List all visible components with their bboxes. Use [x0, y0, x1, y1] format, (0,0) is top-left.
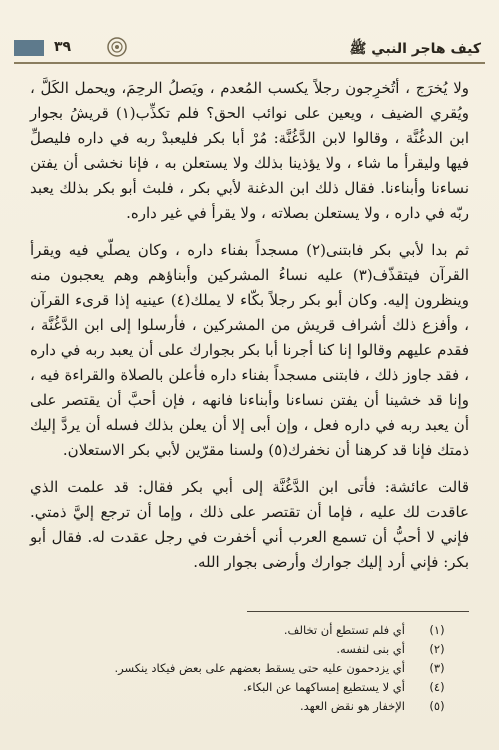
footnote-separator [247, 611, 469, 612]
paragraph: ثم بدا لأبي بكر فابتنى(٢) مسجداً بفناء داره ، وكان يصلّي فيه ويقرأ القرآن فيتقذّف(٣) عليه نساءُ المشركين وأبناؤهم وهم يعجبون منه وينظرون إليه. وكان أبو بكر رجلاً بكّاء لا يملك(٤) عينيه إذا قرىء القرآن ، وأفزع ذلك أشراف قريش من المشركين ، فأرسلوا إلى ابن الدَّغُنَّة ، فقدم عليهم وقالوا إنا كنا أجرنا أبا بكر بجوارك على أن يعبد ربه في داره ، فقد جاوز ذلك ، فابتنى مسجداً بفناء داره فأعلن بالصلاة والقراءة فيه ، وإنا قد خشينا أن يفتن نساءنا وأبناءنا فانهه ، فإن أحبَّ أن يقتصر على أن يعبد ربه في داره فعل ، وإن أبى إلا أن يعلن بذلك فسله أن يردَّ إليك ذمتك فإنا قد كرهنا أن نخفرك(٥) ولسنا مقرّين لأبي بكر الاستعلان. [30, 241, 469, 459]
paragraph: ولا يُخرَج ، أتُخرِجون رجلاً يكسب المُعدم ، ويَصلُ الرحِمَ، ويحمل الكَلَّ ، ويُقري الضيف ، ويعين على نوائب الحق؟ فلم تكذِّب(١) قريشُ بجوار ابن الدغُنَّة ، وقالوا لابن الدَّغُنَّة: مُرْ أبا بكر فليعبدْ ربه في داره فليصلِّ فيها وليقرأ ما شاء ، ولا يؤذينا بذلك ولا يستعلن به ، فإنا نخشى أن يفتن نساءنا وأبناءنا. فقال ذلك ابن الدغنة لأبي بكر ، فلبث أبو بكر بذلك يعبد ربّه في داره ، ولا يستعلن بصلاته ، ولا يقرأ في غير داره. [30, 79, 470, 222]
paragraph: قالت عائشة: فأتى ابن الدَّغُنَّة إلى أبي بكر فقال: قد علمت الذي عاقدت لك عليه ، فإما أن تقتصر على ذلك ، وإما أن ترجع إليَّ ذمتي. فإني لا أحبُّ أن تسمع العرب أني أخفرت في رجل عقدت له. فقال أبو بكر: فإني أرد إليك جوارك وأرضى بجوار الله. [30, 478, 469, 571]
footnote-number: (١) [429, 623, 445, 637]
page-number-box [14, 36, 144, 58]
footnote-number: (٢) [429, 642, 445, 656]
running-header [14, 34, 485, 64]
book-title: كيف هاجر النبي ﷺ [349, 41, 481, 57]
main-text [30, 76, 469, 587]
footnotes [30, 621, 469, 716]
footnote-number: (٣) [429, 661, 445, 675]
footnote [30, 640, 469, 659]
page-number: ٣٩ [54, 39, 72, 55]
footnote-text: الإخفار هو نقض العهد. [299, 699, 405, 713]
footnote-text: أي بنى لنفسه. [336, 642, 405, 656]
footnote [30, 621, 469, 640]
footnote-text: أي فلم تستطع أن تخالف. [283, 623, 405, 637]
header-rule [14, 62, 485, 64]
page-tab [14, 40, 44, 56]
footnote [30, 659, 469, 678]
footnote-number: (٥) [429, 699, 445, 713]
rosette-ornament-icon [106, 36, 128, 58]
footnote [30, 678, 469, 697]
footnote-text: أي لا يستطيع إمساكهما عن البكاء. [243, 680, 405, 694]
footnote-text: أي يزدحمون عليه حتى يسقط بعضهم على بعض فيكاد ينكسر. [114, 661, 405, 675]
footnote-number: (٤) [429, 680, 445, 694]
footnote [30, 697, 469, 716]
